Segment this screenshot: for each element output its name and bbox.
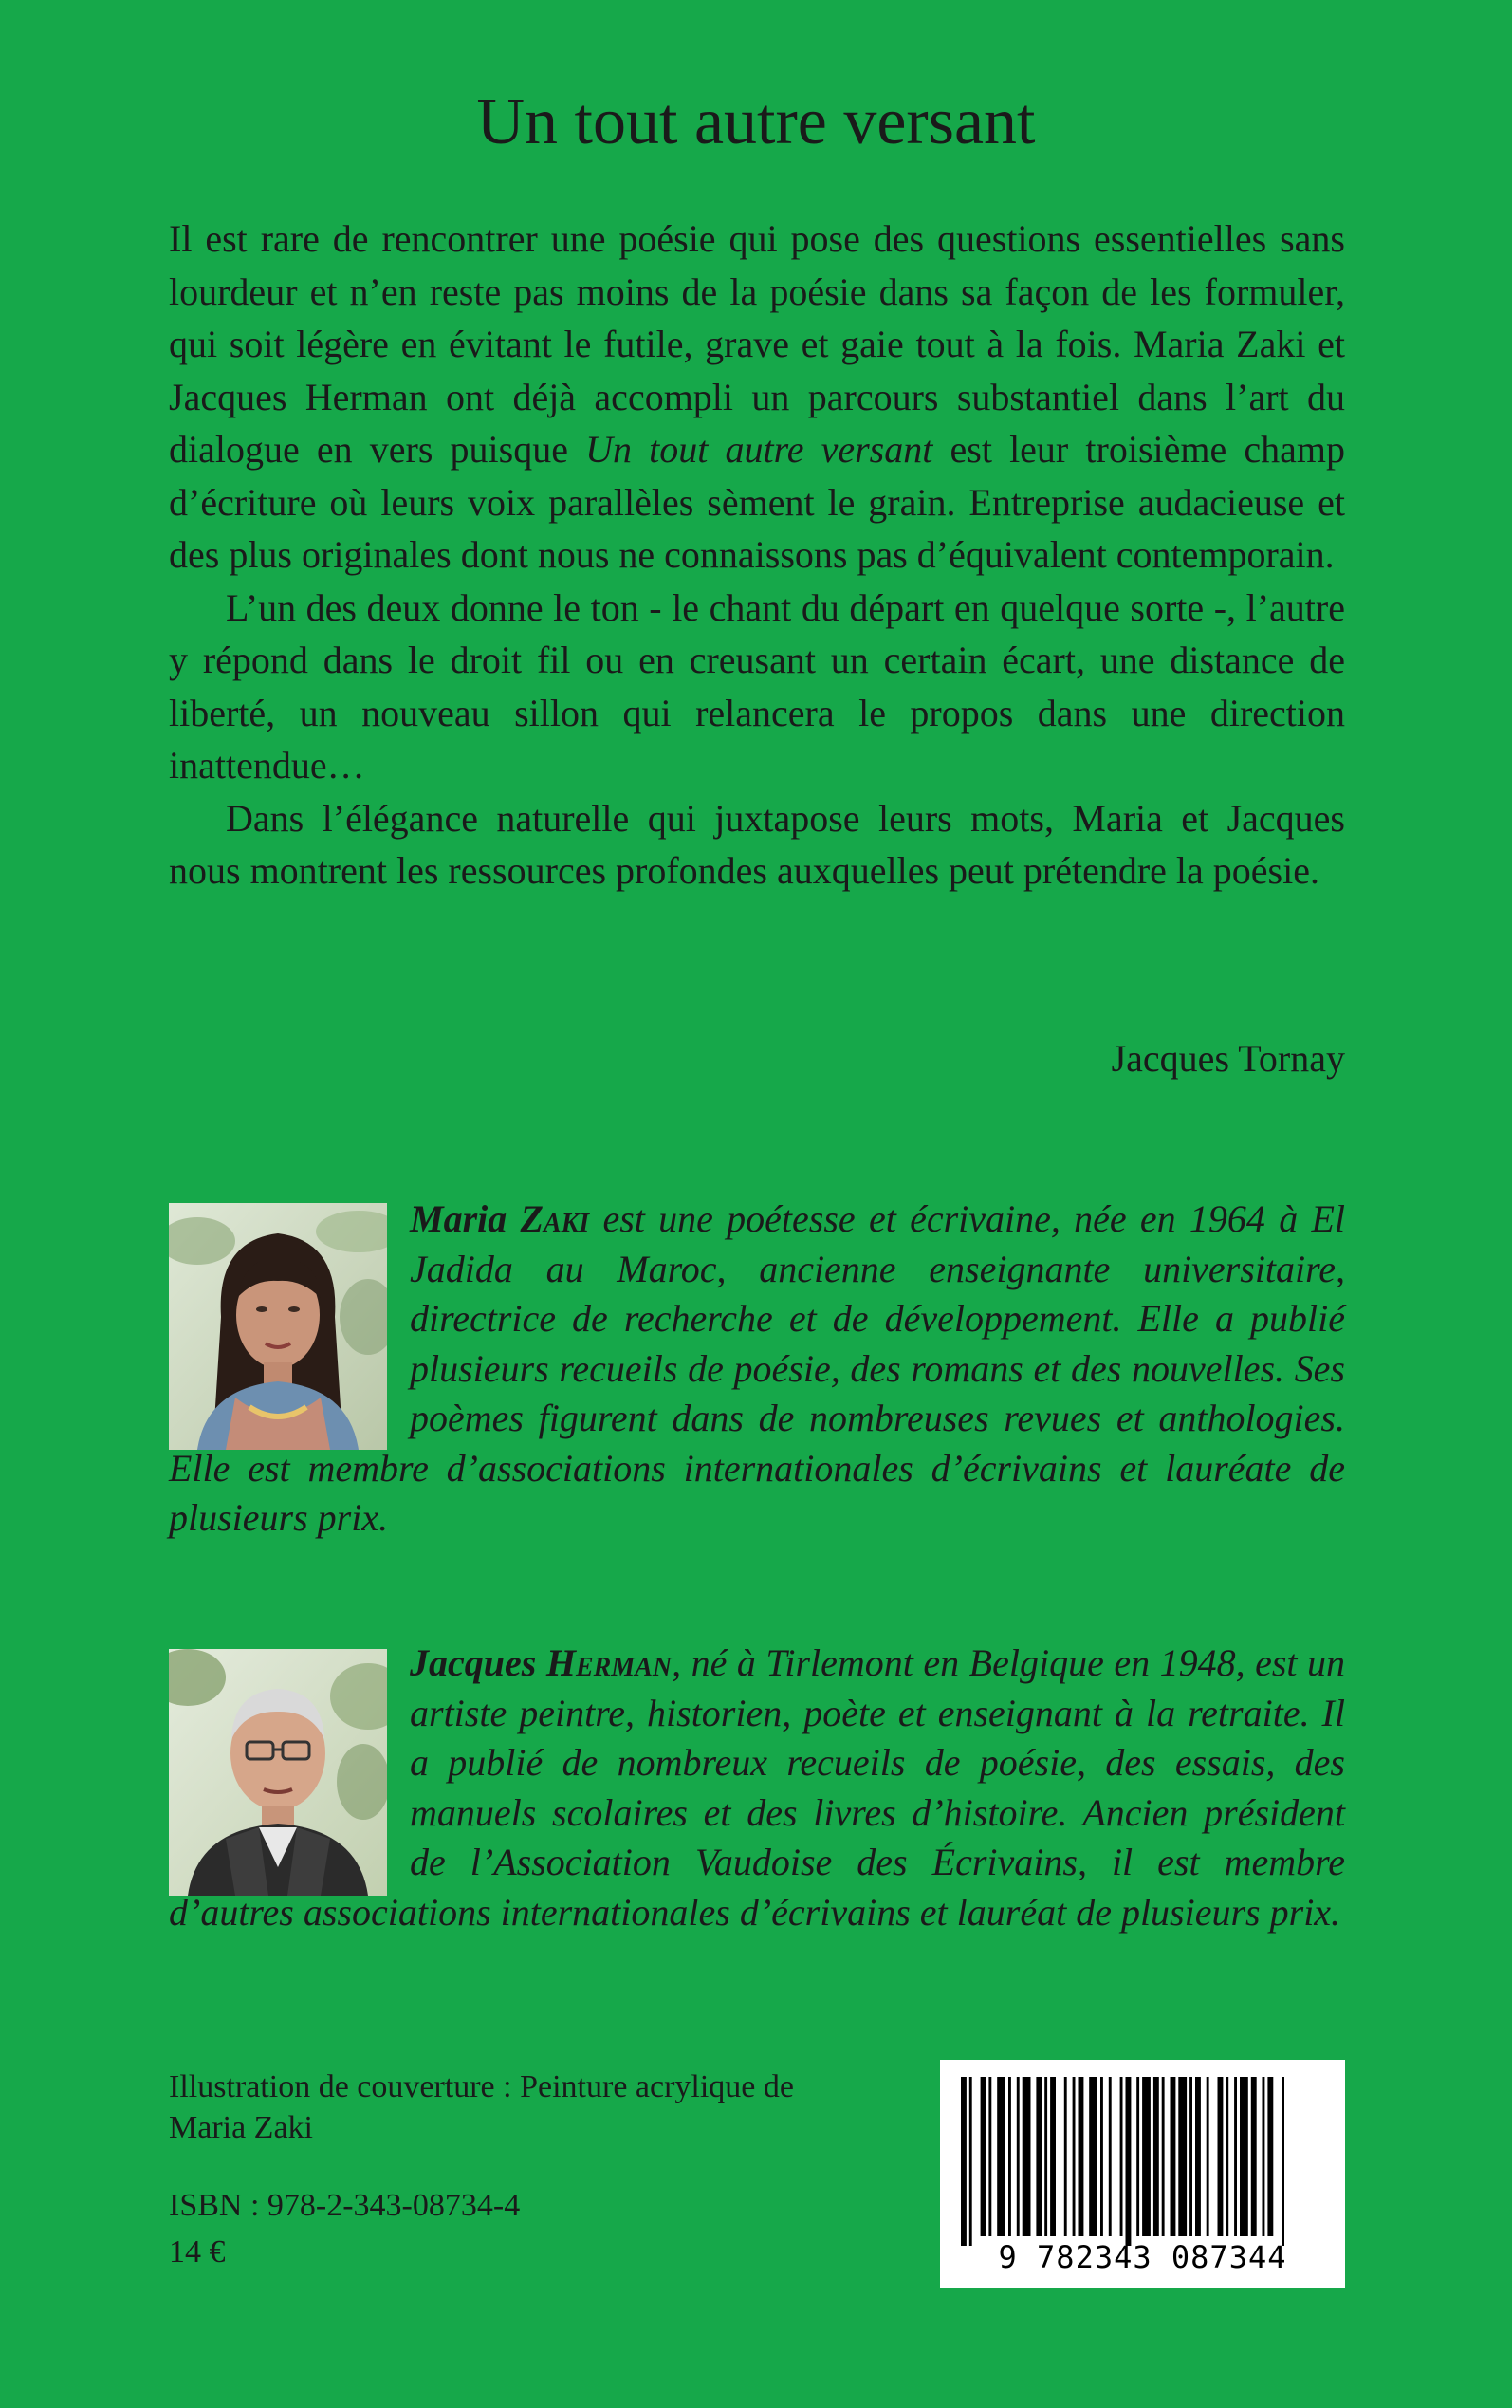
barcode-bar: [1073, 2077, 1076, 2236]
barcode-bar: [961, 2077, 967, 2246]
barcode-bar: [1142, 2077, 1151, 2236]
blurb-title-italic: Un tout autre versant: [585, 428, 933, 471]
book-title: Un tout autre versant: [476, 85, 1036, 158]
bio-maria: [169, 1195, 1345, 1544]
author-name-maria: Maria Zaki: [410, 1197, 590, 1240]
barcode-bar: [1282, 2077, 1284, 2246]
barcode-bar: [1064, 2077, 1067, 2236]
barcode-bar: [1178, 2077, 1187, 2236]
barcode-bar: [1171, 2077, 1176, 2236]
barcode-bar: [988, 2077, 991, 2236]
barcode-bar: [1008, 2077, 1011, 2236]
barcode-bar: [1263, 2077, 1265, 2236]
bio-jacques: [169, 1639, 1345, 1937]
barcode-bar: [1109, 2077, 1112, 2236]
bio-maria-text: est une poétesse et écrivaine, née en 1964 à El Jadida au Maroc, ancienne enseignante universitaire, directrice de recherche et de développement. Elle a publié plusieurs recueils de poésie, des romans et des nouvelles. Ses poèmes figurent dans de nombreuses revues et anthologies. Elle est membre d’associations internationales d’écrivains et lauréate de plusieurs prix.: [169, 1197, 1345, 1539]
barcode-bar: [1036, 2077, 1042, 2236]
barcode: [940, 2060, 1345, 2288]
barcode-digits: 9 782343 087344: [998, 2239, 1287, 2275]
barcode-bar: [1089, 2077, 1097, 2236]
isbn: ISBN : 978-2-343-08734-4: [169, 2188, 521, 2223]
barcode-bar: [1100, 2077, 1103, 2236]
blurb: [169, 213, 1345, 898]
bio-jacques-text: , né à Tirlemont en Belgique en 1948, est un artiste peintre, historien, poète et enseignant à la retraite. Il a publié de nombreux recueils de poésie, des essais, des manuels scolaires et des livres d’histoire. Ancien président de l’Association Vaudoise des Écrivains, il est membre d’autres associations internationales d’écrivains et lauréat de plusieurs prix.: [169, 1641, 1346, 1934]
blurb-paragraph-2: L’un des deux donne le ton - le chant du départ en quelque sorte -, l’autre y répond dans le droit fil ou en creusant un certain écart, une distance de liberté, un nouveau sillon qui relancera le propos dans une direction inattendue…: [169, 585, 1345, 787]
barcode-bar: [1044, 2077, 1047, 2236]
blurb-paragraph-3: Dans l’élégance naturelle qui juxtapose leurs mots, Maria et Jacques nous montrent les ressources profondes auxquelles peut prétendre la poésie.: [169, 796, 1345, 892]
barcode-bar: [1189, 2077, 1192, 2236]
barcode-bar: [1267, 2077, 1273, 2236]
barcode-bar: [969, 2077, 972, 2246]
barcode-bar: [997, 2077, 1005, 2236]
blurb-paragraph-1: Il est rare de rencontrer une poésie qui pose des questions essentielles sans lourdeur et n’en reste pas moins de la poésie dans sa façon de les formuler, qui soit légère en évitant le futile, grave et gaie tout à la fois. Maria Zaki et Jacques Herman ont déjà accompli un parcours substantiel dans l’art du dialogue en vers puisque Un tout autre versant est leur troisième champ d’écriture où leurs voix parallèles sèment le grain. Entreprise audacieuse et des plus originales dont nous ne connaissons pas d’équivalent contemporain.: [169, 217, 1346, 576]
barcode-bar: [1218, 2077, 1224, 2236]
barcode-bar: [1050, 2077, 1056, 2236]
barcode-bar: [1240, 2077, 1248, 2236]
barcode-bar: [1023, 2077, 1031, 2236]
barcode-bar: [981, 2077, 986, 2236]
blurb-signature: Jacques Tornay: [1111, 1037, 1345, 1080]
barcode-bar: [1153, 2077, 1159, 2236]
barcode-bar: [1136, 2077, 1139, 2236]
price: 14 €: [169, 2234, 226, 2269]
barcode-bar: [1120, 2077, 1123, 2236]
illustration-credit: Illustration de couverture : Peinture acrylique de Maria Zaki: [169, 2069, 794, 2145]
barcode-bar: [1079, 2077, 1084, 2236]
barcode-bar: [1126, 2077, 1132, 2246]
barcode-bar: [1207, 2077, 1209, 2236]
barcode-bar: [1234, 2077, 1237, 2236]
barcode-bar: [1226, 2077, 1228, 2236]
barcode-bar: [1162, 2077, 1165, 2236]
barcode-bar: [1195, 2077, 1201, 2236]
barcode-bar: [1017, 2077, 1020, 2236]
author-name-jacques: Jacques Herman: [410, 1641, 673, 1684]
barcode-bar: [1251, 2077, 1257, 2236]
